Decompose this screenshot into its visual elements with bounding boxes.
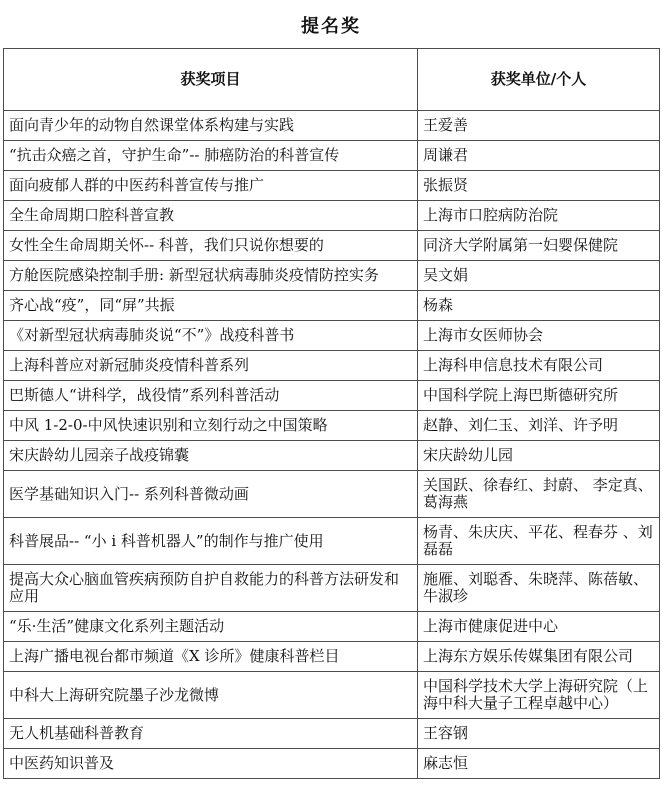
winner-cell: 施雁、刘聪香、朱晓萍、陈蓓敏、牛淑珍 [418,565,660,612]
table-row [4,231,660,261]
project-cell: 齐心战“疫”，同“屏”共振 [4,291,418,321]
table-row [4,518,660,565]
project-cell: 《对新型冠状病毒肺炎说“不”》战疫科普书 [4,321,418,351]
page-title: 提名奖 [301,16,361,37]
table-row [4,642,660,672]
winner-cell: 王爱善 [418,111,660,141]
winner-cell: 张振贤 [418,171,660,201]
project-cell: 无人机基础科普教育 [4,719,418,749]
table-row [4,612,660,642]
winner-cell: 上海市女医师协会 [418,321,660,351]
winner-cell: 上海东方娱乐传媒集团有限公司 [418,642,660,672]
winner-cell: 赵静、刘仁玉、刘洋、许予明 [418,411,660,441]
project-cell: 中医药知识普及 [4,749,418,779]
winner-cell: 中国科学院上海巴斯德研究所 [418,381,660,411]
winner-cell: 宋庆龄幼儿园 [418,441,660,471]
table-row [4,111,660,141]
table-row [4,381,660,411]
table-row [4,351,660,381]
table-row [4,749,660,779]
table-row [4,565,660,612]
project-cell: 宋庆龄幼儿园亲子战疫锦囊 [4,441,418,471]
table-row [4,321,660,351]
project-cell: 医学基础知识入门-- 系列科普微动画 [4,471,418,518]
table-row [4,261,660,291]
project-cell: 女性全生命周期关怀-- 科普，我们只说你想要的 [4,231,418,261]
winner-cell: 周谦君 [418,141,660,171]
project-cell: 全生命周期口腔科普宣教 [4,201,418,231]
project-cell: 面向疲郁人群的中医药科普宣传与推广 [4,171,418,201]
table-row [4,441,660,471]
winner-cell: 杨青、朱庆庆、平花、程春芬 、刘磊磊 [418,518,660,565]
project-cell: 面向青少年的动物自然课堂体系构建与实践 [4,111,418,141]
winner-cell: 中国科学技术大学上海研究院（上海中科大量子工程卓越中心） [418,672,660,719]
project-cell: “抗击众癌之首，守护生命”-- 肺癌防治的科普宣传 [4,141,418,171]
column-header-winner: 获奖单位/个人 [418,49,660,111]
winner-cell: 上海科申信息技术有限公司 [418,351,660,381]
winner-cell: 麻志恒 [418,749,660,779]
table-row [4,291,660,321]
project-cell: 中科大上海研究院墨子沙龙微博 [4,672,418,719]
winner-cell: 上海市口腔病防治院 [418,201,660,231]
project-cell: “乐·生活”健康文化系列主题活动 [4,612,418,642]
project-cell: 方舱医院感染控制手册: 新型冠状病毒肺炎疫情防控实务 [4,261,418,291]
winner-cell: 同济大学附属第一妇婴保健院 [418,231,660,261]
table-row [4,672,660,719]
winner-cell: 杨森 [418,291,660,321]
table-row [4,411,660,441]
project-cell: 上海科普应对新冠肺炎疫情科普系列 [4,351,418,381]
winner-cell: 关国跃、徐春红、封蔚、 李定真、葛海燕 [418,471,660,518]
project-cell: 提高大众心脑血管疾病预防自护自救能力的科普方法研发和应用 [4,565,418,612]
awards-table [3,48,660,779]
winner-cell: 上海市健康促进中心 [418,612,660,642]
table-header-row [4,49,660,111]
winner-cell: 吴文娟 [418,261,660,291]
project-cell: 上海广播电视台都市频道《X 诊所》健康科普栏目 [4,642,418,672]
table-row [4,719,660,749]
table-row [4,471,660,518]
table-row [4,171,660,201]
table-row [4,201,660,231]
column-header-project: 获奖项目 [4,49,418,111]
winner-cell: 王容钢 [418,719,660,749]
project-cell: 巴斯德人“讲科学，战役情”系列科普活动 [4,381,418,411]
table-row [4,141,660,171]
project-cell: 中风 1-2-0-中风快速识别和立刻行动之中国策略 [4,411,418,441]
project-cell: 科普展品-- “小 i 科普机器人”的制作与推广使用 [4,518,418,565]
